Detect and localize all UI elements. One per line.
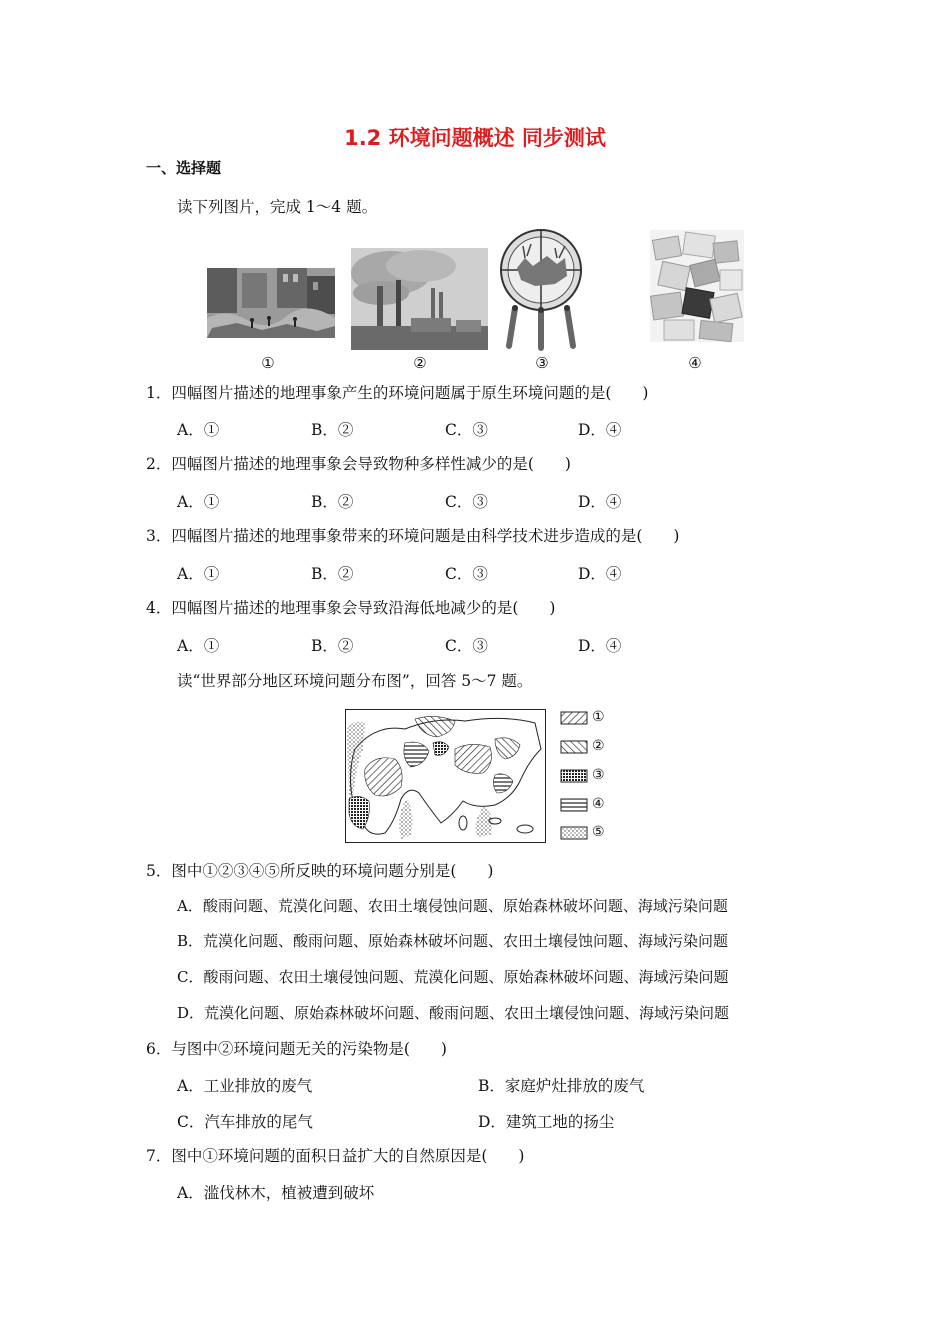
photo-smokestacks [351, 248, 488, 350]
question-2-option-a[interactable]: A．① [177, 493, 220, 511]
picture-label-4: ④ [688, 354, 702, 372]
question-4-option-a[interactable]: A．① [177, 637, 220, 655]
legend-label-4: ④ [592, 796, 605, 812]
question-1-option-c[interactable]: C．③ [445, 421, 488, 439]
picture-label-1: ① [261, 354, 275, 372]
question-5-option-b[interactable]: B．荒漠化问题、酸雨问题、原始森林破坏问题、农田土壤侵蚀问题、海域污染问题 [177, 932, 729, 950]
photo-hunting-target [495, 228, 587, 352]
question-7-option-a[interactable]: A．滥伐林木，植被遭到破坏 [177, 1184, 375, 1202]
question-7-stem: 7．图中①环境问题的面积日益扩大的自然原因是( ) [146, 1147, 525, 1165]
question-4-option-b[interactable]: B．② [311, 637, 354, 655]
page-title: 1.2 环境问题概述 同步测试 [344, 126, 606, 150]
question-5-option-d[interactable]: D．荒漠化问题、原始森林破坏问题、酸雨问题、农田土壤侵蚀问题、海域污染问题 [177, 1004, 730, 1022]
question-1-option-b[interactable]: B．② [311, 421, 354, 439]
question-6-stem: 6．与图中②环境问题无关的污染物是( ) [146, 1040, 447, 1058]
legend-label-1: ① [592, 709, 605, 725]
question-2-option-b[interactable]: B．② [311, 493, 354, 511]
photo-waste-pile [650, 230, 744, 342]
legend-label-3: ③ [592, 767, 605, 783]
question-6-option-a[interactable]: A．工业排放的废气 [177, 1077, 313, 1095]
photo-ruins [207, 268, 335, 338]
question-1-option-d[interactable]: D．④ [578, 421, 622, 439]
question-4-option-d[interactable]: D．④ [578, 637, 622, 655]
question-2-stem: 2．四幅图片描述的地理事象会导致物种多样性减少的是( ) [146, 455, 571, 473]
question-1-option-a[interactable]: A．① [177, 421, 220, 439]
question-4-stem: 4．四幅图片描述的地理事象会导致沿海低地减少的是( ) [146, 599, 556, 617]
environment-problem-map [345, 709, 546, 843]
question-4-option-c[interactable]: C．③ [445, 637, 488, 655]
question-5-stem: 5．图中①②③④⑤所反映的环境问题分别是( ) [146, 862, 494, 880]
question-5-option-c[interactable]: C．酸雨问题、农田土壤侵蚀问题、荒漠化问题、原始森林破坏问题、海域污染问题 [177, 968, 729, 986]
picture-label-2: ② [413, 354, 427, 372]
section-heading: 一、选择题 [146, 159, 222, 177]
picture-label-3: ③ [535, 354, 549, 372]
intro-text-1: 读下列图片，完成 1～4 题。 [177, 198, 378, 216]
intro-text-2: 读“世界部分地区环境问题分布图”，回答 5～7 题。 [177, 672, 533, 690]
question-2-option-c[interactable]: C．③ [445, 493, 488, 511]
legend-label-2: ② [592, 738, 605, 754]
map-legend-swatches [560, 710, 588, 842]
legend-label-5: ⑤ [592, 824, 605, 840]
question-3-option-d[interactable]: D．④ [578, 565, 622, 583]
question-3-option-c[interactable]: C．③ [445, 565, 488, 583]
question-2-option-d[interactable]: D．④ [578, 493, 622, 511]
question-6-option-d[interactable]: D．建筑工地的扬尘 [478, 1113, 615, 1131]
question-6-option-b[interactable]: B．家庭炉灶排放的废气 [478, 1077, 645, 1095]
question-3-option-b[interactable]: B．② [311, 565, 354, 583]
question-6-option-c[interactable]: C．汽车排放的尾气 [177, 1113, 313, 1131]
question-5-option-a[interactable]: A．酸雨问题、荒漠化问题、农田土壤侵蚀问题、原始森林破坏问题、海域污染问题 [177, 897, 728, 915]
question-3-option-a[interactable]: A．① [177, 565, 220, 583]
question-1-stem: 1．四幅图片描述的地理事象产生的环境问题属于原生环境问题的是( ) [146, 384, 649, 402]
question-3-stem: 3．四幅图片描述的地理事象带来的环境问题是由科学技术进步造成的是( ) [146, 527, 680, 545]
